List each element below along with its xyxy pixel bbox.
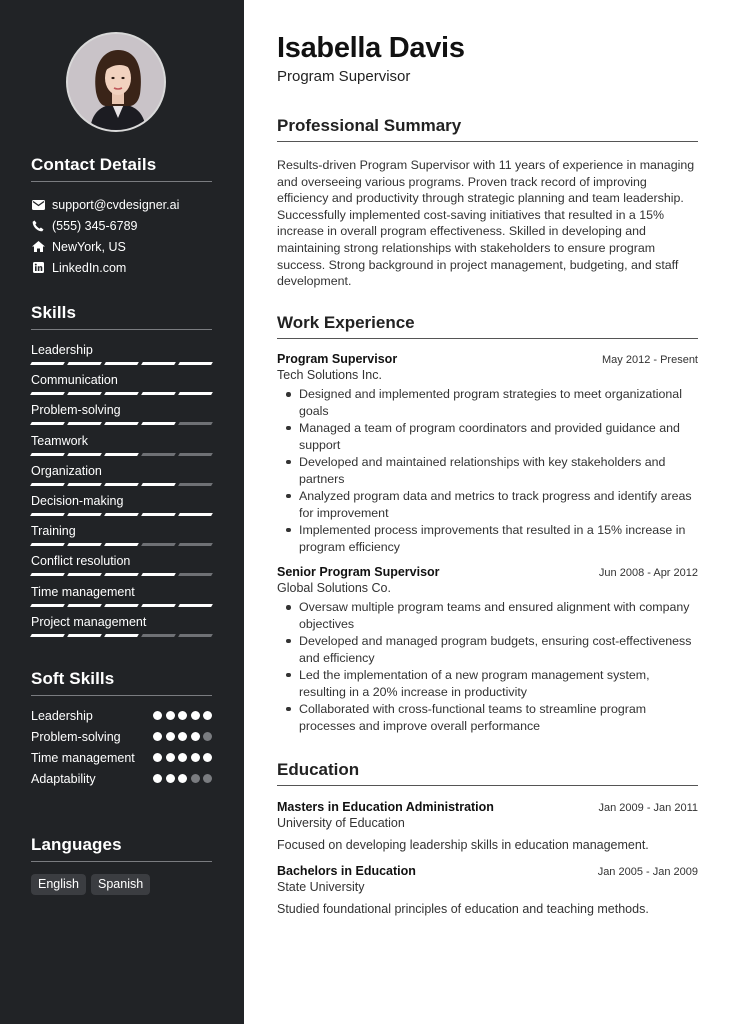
skill-level-segment: [178, 604, 213, 607]
skill-item: [31, 523, 212, 553]
soft-skill-rating: [153, 729, 212, 741]
skill-item: [31, 433, 212, 463]
skill-level-segment: [178, 573, 213, 576]
skill-level-segment: [104, 422, 139, 425]
job-bullet: Collaborated with cross-functional teams to streamline program processes and improve overall performance: [277, 701, 698, 734]
skill-level-segment: [104, 634, 139, 637]
job-company: Tech Solutions Inc.: [277, 368, 382, 382]
rating-dot: [153, 753, 162, 762]
soft-skill-item: [31, 729, 212, 745]
candidate-name: Isabella Davis: [277, 32, 465, 64]
skill-level-segment: [30, 453, 65, 456]
skill-level-segment: [141, 362, 176, 365]
skill-item: [31, 584, 212, 614]
job-bullets: [277, 386, 698, 555]
job-bullet: Analyzed program data and metrics to track progress and identify areas for improvement: [277, 488, 698, 521]
home-icon: [31, 240, 45, 254]
rating-dot: [166, 711, 175, 720]
sidebar: [0, 0, 244, 1024]
skill-level-segment: [30, 483, 65, 486]
rating-dot: [178, 732, 187, 741]
rating-dot: [166, 774, 175, 783]
education-entry: [277, 864, 698, 916]
soft-skill-name: Problem-solving: [31, 730, 121, 744]
rating-dot: [153, 711, 162, 720]
skill-level-segment: [141, 604, 176, 607]
skill-name: Time management: [31, 584, 135, 599]
skill-level-segment: [141, 483, 176, 486]
languages-section: [31, 835, 212, 895]
rating-dot: [203, 711, 212, 720]
soft-skills-section: [31, 669, 212, 792]
skill-level-bar: [31, 392, 212, 395]
rating-dot: [203, 732, 212, 741]
rating-dot: [166, 753, 175, 762]
job-date: Jun 2008 - Apr 2012: [598, 567, 698, 579]
skill-level-segment: [67, 483, 102, 486]
skill-name: Leadership: [31, 343, 93, 357]
summary-text: Results-driven Program Supervisor with 11 years of experience in managing and overseeing various programs. Proven track record of improving efficiency and productivity through strategic planning and team leadership. Successfully implemented cost-saving initiatives that resulted in a 15% increase in overall program effectiveness. Skilled in developing and maintaining strong relationships with stakeholders to ensure program success. Strong background in project management, budgeting, and staff development.: [277, 158, 695, 289]
job-entry: [277, 352, 698, 556]
skill-level-segment: [141, 573, 176, 576]
education-date: Jan 2005 - Jan 2009: [597, 866, 698, 878]
skill-level-segment: [104, 513, 139, 516]
skill-level-segment: [104, 392, 139, 395]
skill-name: Training: [31, 524, 76, 539]
rating-dot: [203, 774, 212, 783]
skill-level-segment: [104, 604, 139, 607]
language-tag: Spanish: [91, 874, 150, 895]
skill-item: [31, 463, 212, 493]
skill-level-segment: [141, 453, 176, 456]
skill-level-segment: [30, 513, 65, 516]
soft-skill-name: Adaptability: [31, 772, 96, 786]
skill-level-segment: [141, 422, 176, 425]
skill-level-segment: [67, 453, 102, 456]
skill-item: [31, 372, 212, 402]
soft-skill-item: [31, 771, 212, 787]
skill-level-segment: [178, 543, 213, 546]
skills-list: [31, 342, 212, 644]
job-role: Senior Program Supervisor: [277, 565, 440, 579]
skill-name: Decision-making: [31, 493, 124, 508]
contact-email[interactable]: [31, 194, 212, 215]
skill-name: Problem-solving: [31, 403, 121, 418]
rating-dot: [178, 753, 187, 762]
rating-dot: [153, 774, 162, 783]
skill-level-segment: [104, 362, 139, 365]
envelope-icon: [31, 198, 45, 212]
skill-level-bar: [31, 573, 212, 576]
candidate-title: Program Supervisor: [277, 68, 411, 85]
job-bullet: Managed a team of program coordinators and provided guidance and support: [277, 420, 698, 453]
soft-skill-item: [31, 708, 212, 724]
skill-name: Project management: [31, 614, 147, 629]
experience-heading: Work Experience: [277, 313, 698, 339]
skill-level-segment: [178, 513, 213, 516]
rating-dot: [191, 753, 200, 762]
skill-level-segment: [67, 392, 102, 395]
job-bullet: Designed and implemented program strategies to meet organizational goals: [277, 386, 698, 419]
skill-level-segment: [104, 453, 139, 456]
skill-level-bar: [31, 604, 212, 607]
rating-dot: [178, 711, 187, 720]
skill-name: Teamwork: [31, 433, 88, 448]
skill-level-segment: [30, 604, 65, 607]
skill-level-segment: [30, 543, 65, 546]
education-description: Studied foundational principles of education and teaching methods.: [277, 902, 649, 916]
job-bullet: Implemented process improvements that resulted in a 15% increase in program efficiency: [277, 522, 698, 555]
education-entry: [277, 800, 698, 852]
skill-level-segment: [178, 422, 213, 425]
phone-icon: [31, 219, 45, 233]
skill-level-segment: [141, 392, 176, 395]
skill-item: [31, 553, 212, 583]
skill-level-segment: [141, 513, 176, 516]
rating-dot: [191, 774, 200, 783]
job-role: Program Supervisor: [277, 352, 398, 366]
languages-title: Languages: [31, 835, 212, 862]
contact-section: [31, 155, 212, 278]
school: University of Education: [277, 816, 405, 830]
education-date: Jan 2009 - Jan 2011: [598, 802, 698, 814]
rating-dot: [153, 732, 162, 741]
contact-phone-text: (555) 345-6789: [52, 218, 138, 233]
rating-dot: [203, 753, 212, 762]
skill-level-segment: [67, 604, 102, 607]
skill-level-bar: [31, 634, 212, 637]
contact-location-text: NewYork, US: [52, 239, 126, 254]
skill-level-bar: [31, 422, 212, 425]
job-bullets: [277, 599, 698, 734]
skill-level-segment: [67, 543, 102, 546]
skill-level-segment: [178, 392, 213, 395]
skill-level-segment: [30, 362, 65, 365]
job-bullet: Developed and managed program budgets, ensuring cost-effectiveness and efficiency: [277, 633, 698, 666]
degree: Bachelors in Education: [277, 864, 416, 878]
profile-photo: [68, 34, 166, 132]
linkedin-icon: [31, 261, 45, 275]
summary-heading: Professional Summary: [277, 116, 698, 142]
skill-level-bar: [31, 483, 212, 486]
contact-location: [31, 236, 212, 257]
skill-level-segment: [178, 483, 213, 486]
skill-level-segment: [178, 453, 213, 456]
skill-level-segment: [178, 634, 213, 637]
skills-title: Skills: [31, 303, 212, 330]
school: State University: [277, 880, 365, 894]
contact-title: Contact Details: [31, 155, 212, 182]
rating-dot: [191, 732, 200, 741]
skill-name: Communication: [31, 373, 118, 388]
skill-level-bar: [31, 362, 212, 365]
job-bullet: Oversaw multiple program teams and ensured alignment with company objectives: [277, 599, 698, 632]
skill-level-bar: [31, 543, 212, 546]
skill-level-segment: [67, 362, 102, 365]
skill-level-segment: [141, 543, 176, 546]
contact-linkedin-text: LinkedIn.com: [52, 260, 127, 275]
rating-dot: [191, 711, 200, 720]
skill-name: Organization: [31, 463, 102, 478]
skill-item: [31, 493, 212, 523]
soft-skill-item: [31, 750, 212, 766]
skill-item: [31, 402, 212, 432]
skill-level-segment: [30, 392, 65, 395]
job-date: May 2012 - Present: [602, 354, 698, 366]
job-entry: [277, 565, 698, 735]
job-bullet: Led the implementation of a new program management system, resulting in a 20% increase in productivity: [277, 667, 698, 700]
languages-list: [31, 874, 212, 895]
soft-skills-list: [31, 708, 212, 787]
skill-level-segment: [67, 422, 102, 425]
education-heading: Education: [277, 760, 698, 786]
language-tag: English: [31, 874, 86, 895]
skill-level-segment: [104, 483, 139, 486]
soft-skills-title: Soft Skills: [31, 669, 212, 696]
skill-level-segment: [67, 513, 102, 516]
contact-linkedin[interactable]: [31, 257, 212, 278]
soft-skill-name: Time management: [31, 751, 135, 765]
contact-phone[interactable]: [31, 215, 212, 236]
skill-item: [31, 614, 212, 644]
skill-level-bar: [31, 453, 212, 456]
avatar: [66, 32, 166, 132]
soft-skill-rating: [153, 708, 212, 720]
soft-skill-rating: [153, 771, 212, 783]
skill-item: [31, 342, 212, 372]
job-company: Global Solutions Co.: [277, 581, 391, 595]
skill-level-segment: [30, 422, 65, 425]
education-description: Focused on developing leadership skills in education management.: [277, 838, 649, 852]
skill-level-segment: [67, 573, 102, 576]
skill-level-segment: [30, 573, 65, 576]
skills-section: [31, 303, 212, 644]
skill-level-segment: [67, 634, 102, 637]
skill-level-segment: [104, 543, 139, 546]
rating-dot: [166, 732, 175, 741]
job-bullet: Developed and maintained relationships with key stakeholders and partners: [277, 454, 698, 487]
skill-level-segment: [30, 634, 65, 637]
skill-level-segment: [104, 573, 139, 576]
soft-skill-name: Leadership: [31, 709, 93, 723]
soft-skill-rating: [153, 750, 212, 762]
contact-email-text: support@cvdesigner.ai: [52, 197, 180, 212]
degree: Masters in Education Administration: [277, 800, 494, 814]
skill-level-segment: [178, 362, 213, 365]
skill-level-bar: [31, 513, 212, 516]
rating-dot: [178, 774, 187, 783]
skill-level-segment: [141, 634, 176, 637]
skill-name: Conflict resolution: [31, 554, 131, 569]
